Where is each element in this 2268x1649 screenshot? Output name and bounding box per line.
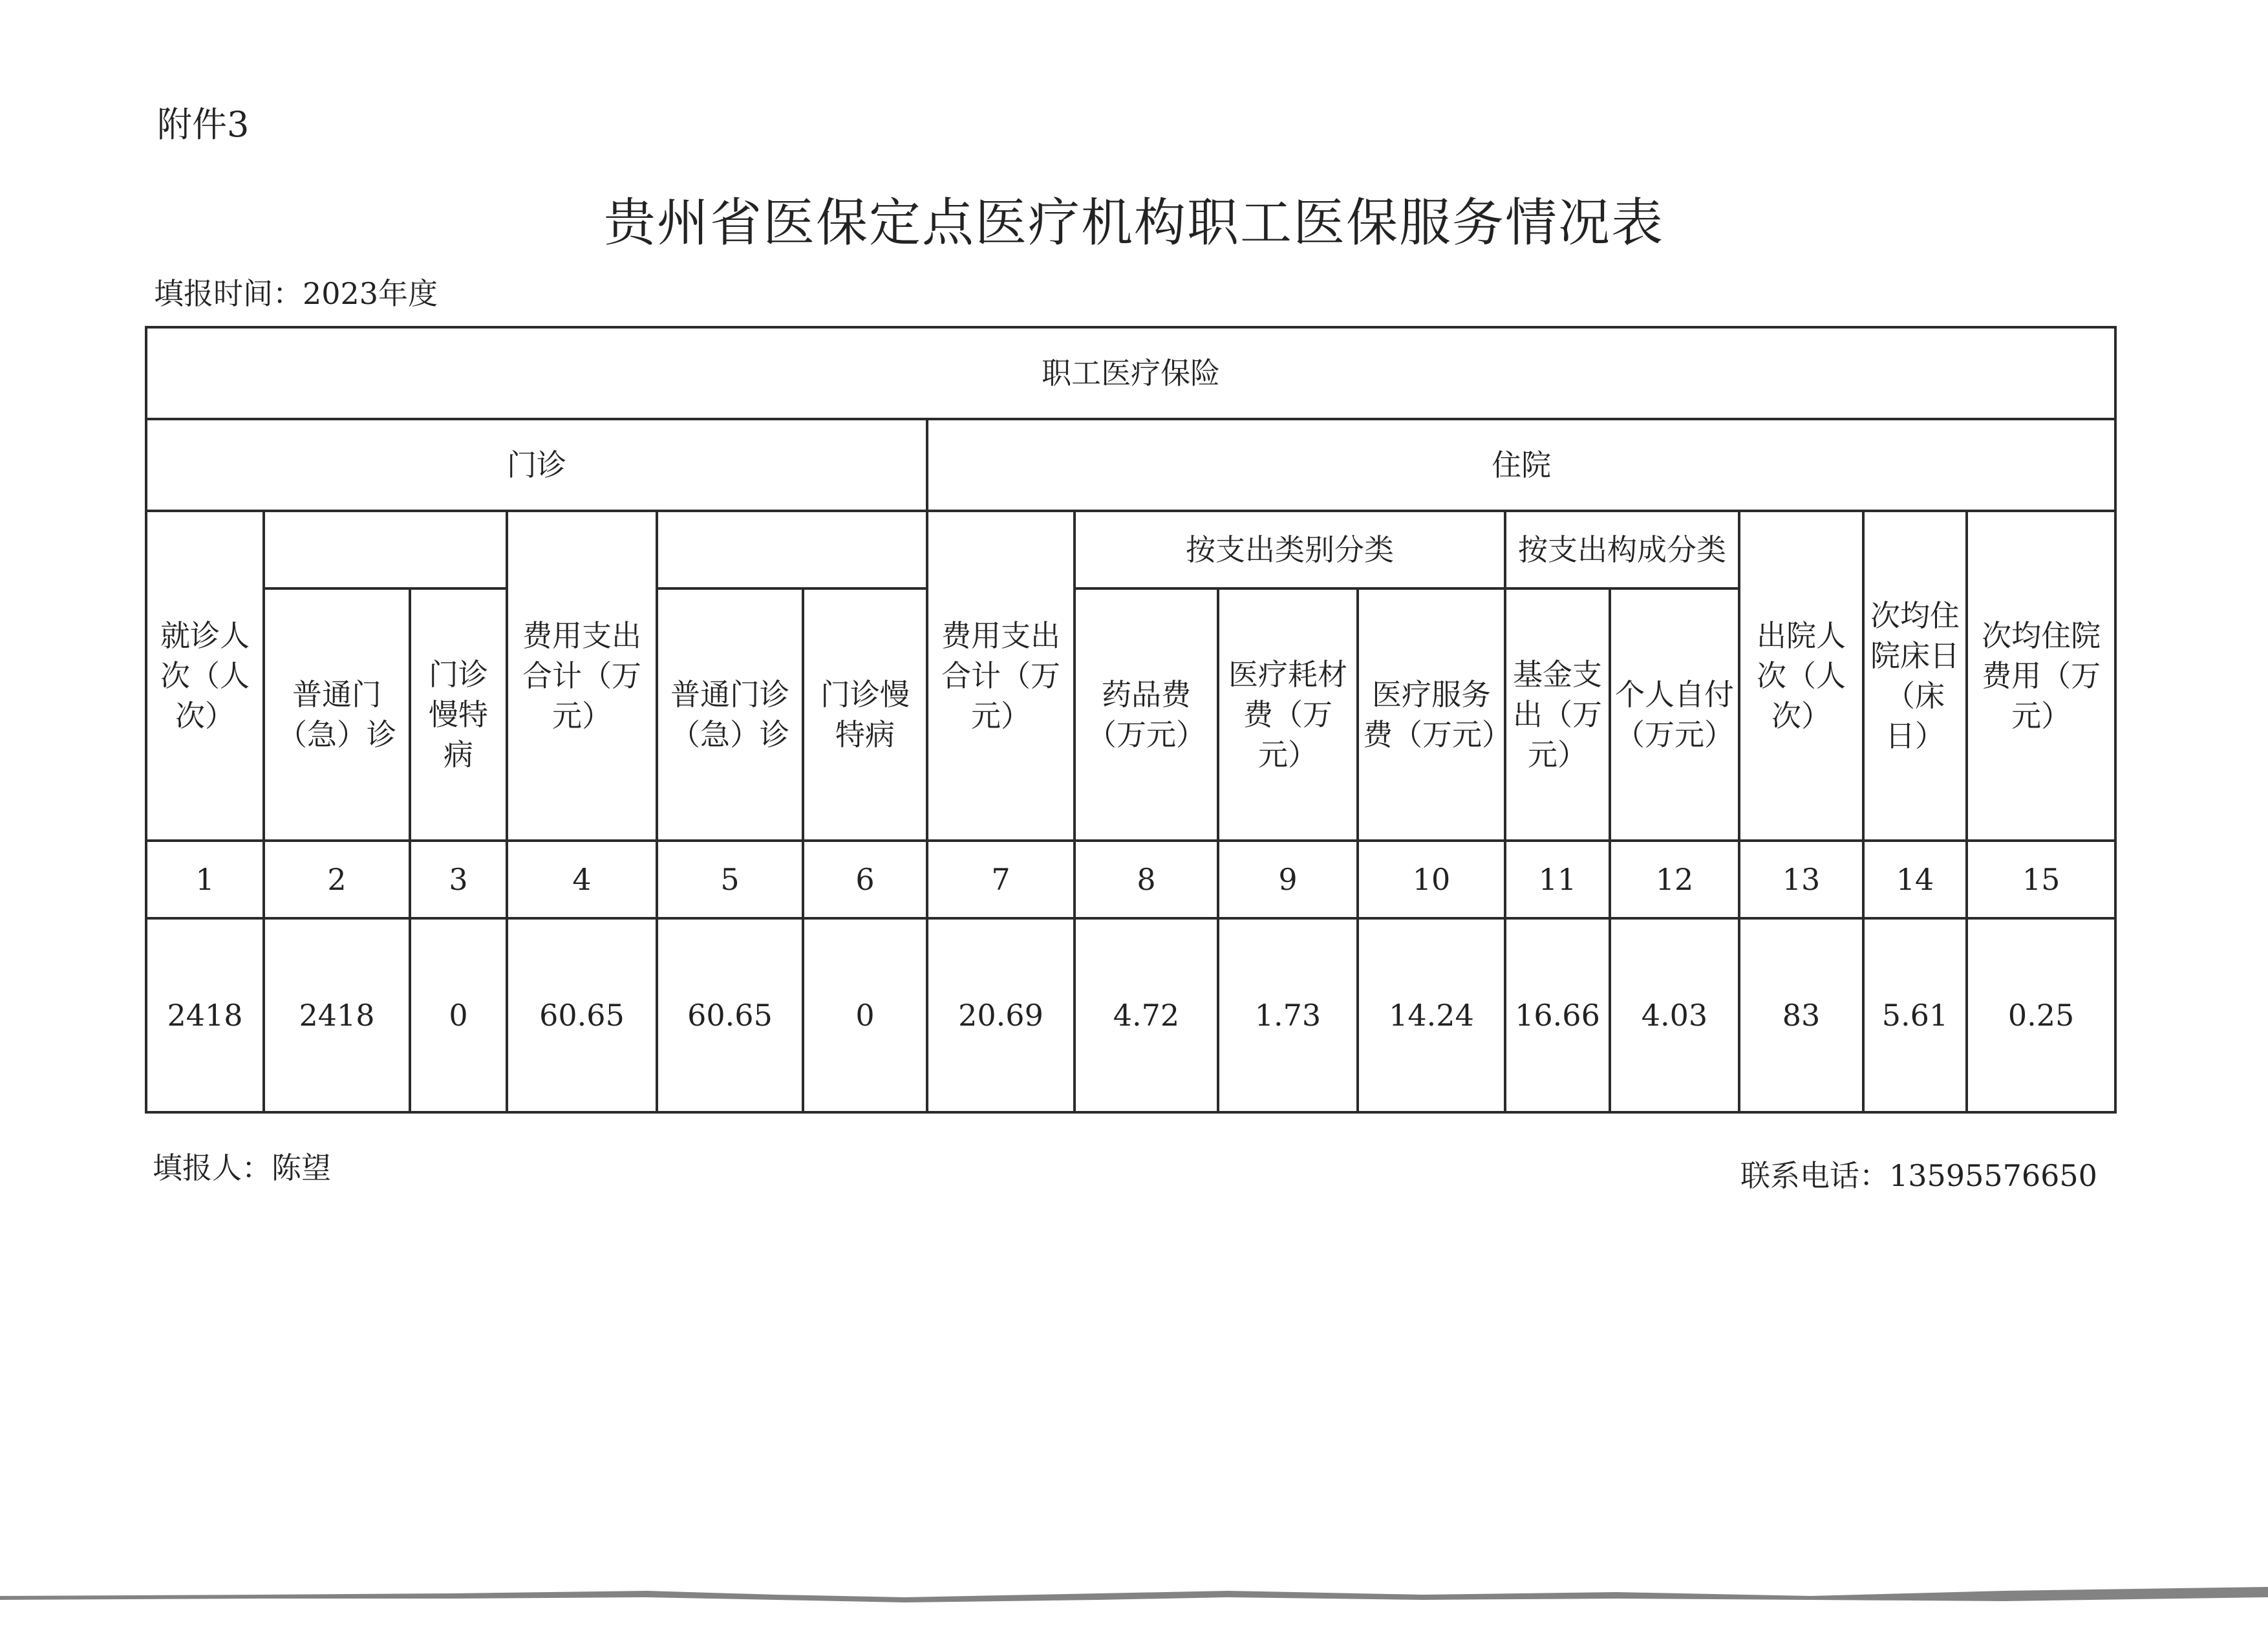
value-chronic-disease: 0 xyxy=(410,918,507,1112)
attachment-label: 附件3 xyxy=(157,104,250,145)
value-outpatient-total: 60.65 xyxy=(507,918,657,1112)
group-by-composition: 按支出构成分类 xyxy=(1505,511,1739,588)
header-cell-14: 次均住院床日（床日） xyxy=(1863,511,1967,841)
column-number: 14 xyxy=(1863,841,1967,918)
value-chronic-disease-cost: 0 xyxy=(803,918,927,1112)
column-number: 6 xyxy=(803,841,927,918)
header-cell-2: 普通门（急）诊 xyxy=(264,588,410,841)
column-number: 3 xyxy=(410,841,507,918)
column-number: 7 xyxy=(927,841,1075,918)
scan-edge-artifact xyxy=(0,1571,2268,1610)
column-number: 1 xyxy=(146,841,264,918)
value-consumables-cost: 1.73 xyxy=(1218,918,1358,1112)
service-table xyxy=(145,326,2117,1114)
document-title: 贵州省医保定点医疗机构职工医保服务情况表 xyxy=(604,193,1664,253)
value-visits: 2418 xyxy=(146,918,264,1112)
outpatient-subgroup-left xyxy=(264,511,507,588)
column-number: 12 xyxy=(1610,841,1739,918)
header-cell-4: 费用支出合计（万元） xyxy=(507,511,657,841)
column-number: 5 xyxy=(657,841,803,918)
column-number: 9 xyxy=(1218,841,1358,918)
fill-time: 填报时间：2023年度 xyxy=(154,276,438,311)
column-number: 8 xyxy=(1075,841,1218,918)
value-service-cost: 14.24 xyxy=(1358,918,1505,1112)
section-inpatient: 住院 xyxy=(927,419,2115,511)
column-number: 11 xyxy=(1505,841,1610,918)
value-avg-bed-days: 5.61 xyxy=(1863,918,1967,1112)
filler: 填报人：陈望 xyxy=(153,1150,331,1185)
column-number: 4 xyxy=(507,841,657,918)
value-avg-inpatient-cost: 0.25 xyxy=(1967,918,2115,1112)
header-cell-8: 药品费（万元） xyxy=(1075,588,1218,841)
value-self-pay: 4.03 xyxy=(1610,918,1739,1112)
value-inpatient-total: 20.69 xyxy=(927,918,1075,1112)
header-cell-9: 医疗耗材费（万元） xyxy=(1218,588,1358,841)
header-cell-1: 就诊人次（人次） xyxy=(146,511,264,841)
value-fund-expense: 16.66 xyxy=(1505,918,1610,1112)
value-drug-cost: 4.72 xyxy=(1075,918,1218,1112)
value-general-outpatient: 2418 xyxy=(264,918,410,1112)
header-cell-15: 次均住院费用（万元） xyxy=(1967,511,2115,841)
column-number: 13 xyxy=(1739,841,1863,918)
header-cell-13: 出院人次（人次） xyxy=(1739,511,1863,841)
header-cell-6: 门诊慢特病 xyxy=(803,588,927,841)
column-number: 15 xyxy=(1967,841,2115,918)
outpatient-subgroup-right xyxy=(657,511,927,588)
header-cell-11: 基金支出（万元） xyxy=(1505,588,1610,841)
group-by-category: 按支出类别分类 xyxy=(1075,511,1505,588)
value-general-outpatient-cost: 60.65 xyxy=(657,918,803,1112)
header-cell-7: 费用支出合计（万元） xyxy=(927,511,1075,841)
header-cell-12: 个人自付（万元） xyxy=(1610,588,1739,841)
value-discharges: 83 xyxy=(1739,918,1863,1112)
header-cell-5: 普通门诊（急）诊 xyxy=(657,588,803,841)
header-cell-3: 门诊慢特病 xyxy=(410,588,507,841)
contact-phone: 联系电话：13595576650 xyxy=(1740,1158,2097,1193)
header-cell-10: 医疗服务费（万元） xyxy=(1358,588,1505,841)
top-header: 职工医疗保险 xyxy=(146,327,2115,419)
column-number: 10 xyxy=(1358,841,1505,918)
column-number: 2 xyxy=(264,841,410,918)
section-outpatient: 门诊 xyxy=(146,419,927,511)
